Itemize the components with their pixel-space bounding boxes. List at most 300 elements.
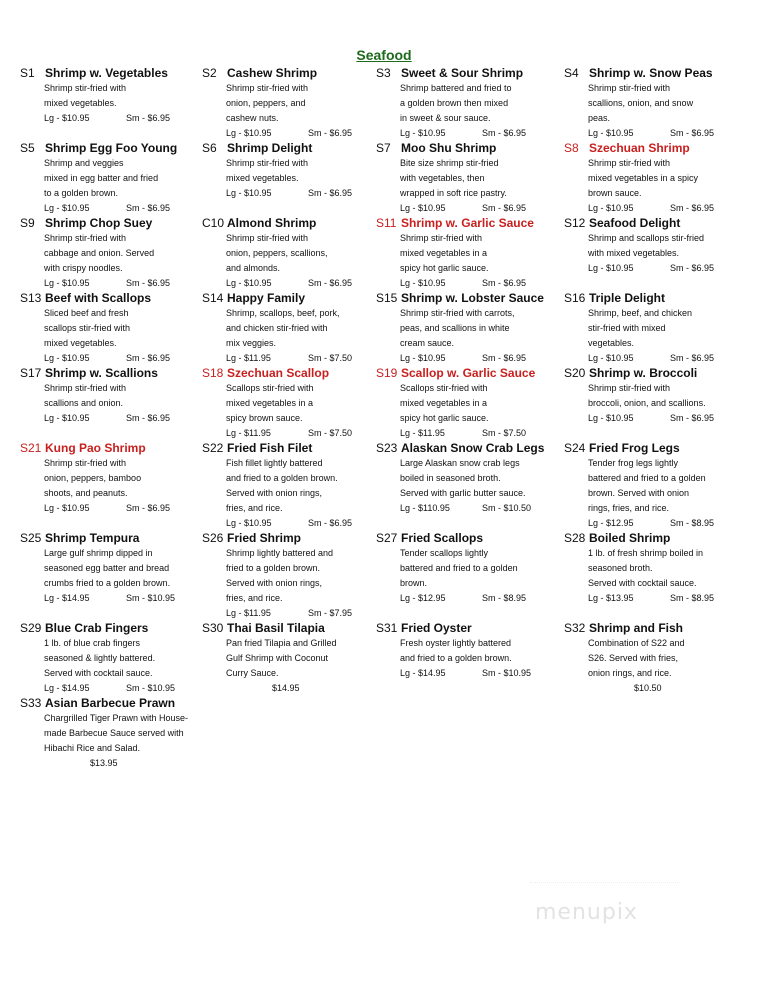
menu-item-code: S18 [202,366,224,380]
menu-item-description: seasoned egg batter and bread [44,563,170,573]
menu-item-heading [202,291,352,306]
menu-item-description: Large Alaskan snow crab legs [400,458,520,468]
menu-item-description: Tender frog legs lightly [588,458,679,468]
menu-item-prices [588,201,714,216]
menu-item-description: Scallops stir-fried with [400,383,488,393]
large-price: Lg - $14.95 [44,683,90,693]
menu-item-heading [202,441,352,456]
menu-item-description: fries, and rice. [226,593,283,603]
menu-item-description: Shrimp lightly battered and [226,548,334,558]
menu-item-heading [20,621,175,636]
small-price: Sm - $6.95 [670,353,715,363]
menu-item-description: Scallops stir-fried with [226,383,314,393]
menu-item-c10 [202,216,352,291]
menu-item-heading [20,441,170,456]
small-price: Sm - $6.95 [126,203,171,213]
menu-item-description: Large gulf shrimp dipped in [44,548,153,558]
menu-item-description: mixed vegetables in a spicy [588,173,699,183]
menu-item-s25 [20,531,175,606]
menu-item-code: S17 [20,366,42,380]
menu-item-description: Shrimp, scallops, beef, pork, [226,308,340,318]
menu-item-description: seasoned broth. [588,563,653,573]
menu-item-description: Shrimp and veggies [44,158,124,168]
menu-item-code: S30 [202,621,224,635]
menu-item-s24 [564,441,714,531]
menu-item-s7 [376,141,526,216]
menu-item-name: Shrimp w. Lobster Sauce [401,291,544,305]
menu-item-prices [226,351,352,366]
menu-item-name: Moo Shu Shrimp [401,141,497,155]
small-price: Sm - $6.95 [308,188,353,198]
menu-item-description: stir-fried with mixed [588,323,666,333]
menu-item-description: rings, fries, and rice. [588,503,670,513]
menu-item-prices [44,681,175,696]
menu-item-description: Sliced beef and fresh [44,308,129,318]
menu-item-description: Fish fillet lightly battered [226,458,323,468]
menu-item-description: made Barbecue Sauce served with [44,728,184,738]
menu-item-description: with mixed vegetables. [588,248,680,258]
menu-item-description: Shrimp and scallops stir-fried [588,233,705,243]
menu-item-code: S9 [20,216,35,230]
menu-item-description: 1 lb. of blue crab fingers [44,638,141,648]
menu-item-s32 [564,621,685,696]
menu-item-name: Shrimp w. Garlic Sauce [401,216,534,230]
large-price: Lg - $14.95 [44,593,90,603]
menu-item-prices [226,606,352,621]
menu-item-heading [20,366,170,381]
menu-item-description: mixed vegetables. [44,338,117,348]
menu-item-heading [564,621,685,636]
menu-item-description: and fried to a golden brown. [400,653,512,663]
menu-item-description: a golden brown then mixed [400,98,509,108]
menu-item-heading [20,141,177,156]
large-price: Lg - $10.95 [588,203,634,213]
menu-item-prices [400,501,544,516]
menu-item-heading [20,531,175,546]
menu-item-description: Served with cocktail sauce. [44,668,153,678]
large-price: Lg - $11.95 [400,428,445,438]
menu-item-prices [226,126,352,141]
menu-item-code: S19 [376,366,398,380]
menu-item-name: Asian Barbecue Prawn [45,696,176,710]
small-price: Sm - $7.50 [482,428,527,438]
large-price: Lg - $10.95 [400,203,446,213]
menu-item-description: with vegetables, then [400,173,485,183]
menu-item-name: Shrimp w. Scallions [45,366,158,380]
large-price: Lg - $10.95 [44,413,90,423]
large-price: Lg - $12.95 [588,518,634,528]
menu-item-name: Szechuan Scallop [227,366,330,380]
menu-item-description: Shrimp stir-fried with [226,233,309,243]
menu-item-description: onion rings, and rice. [588,668,672,678]
menu-item-description: Served with onion rings, [226,578,323,588]
menu-item-heading [376,66,526,81]
small-price: Sm - $7.50 [308,428,353,438]
menu-item-heading [376,216,534,231]
small-price: Sm - $10.95 [126,683,176,693]
menu-item-code: S23 [376,441,398,455]
menu-item-code: S3 [376,66,391,80]
menu-item-description: fries, and rice. [226,503,283,513]
menu-item-s26 [202,531,352,621]
menu-item-description: peas. [588,113,611,123]
menu-item-description: mixed vegetables in a [400,398,488,408]
menu-item-name: Boiled Shrimp [589,531,671,545]
menu-item-s20 [564,366,714,426]
menu-item-description: vegetables. [588,338,635,348]
menu-item-prices [588,351,714,366]
menu-item-prices [44,276,170,291]
small-price: Sm - $6.95 [482,353,527,363]
menu-item-description: Bite size shrimp stir-fried [400,158,499,168]
menu-item-description: onion, peppers, and [226,98,306,108]
menu-item-prices [44,501,170,516]
menu-item-prices [400,666,531,681]
large-price: Lg - $10.95 [588,413,634,423]
menu-item-code: S21 [20,441,42,455]
large-price: Lg - $10.95 [44,203,90,213]
small-price: Sm - $6.95 [308,128,353,138]
menu-item-heading [202,141,352,156]
menu-item-s8 [564,141,714,216]
menu-item-code: S24 [564,441,586,455]
menu-item-prices [44,591,175,606]
large-price: Lg - $110.95 [400,503,450,513]
menu-item-s15 [376,291,544,366]
menu-item-name: Thai Basil Tilapia [227,621,325,635]
menu-item-heading [202,621,337,636]
menu-item-code: S7 [376,141,391,155]
menu-item-description: battered and fried to a golden [588,473,706,483]
large-price: Lg - $10.95 [44,278,90,288]
menu-item-heading [564,141,714,156]
menu-item-description: fried to a golden brown. [226,563,321,573]
large-price: Lg - $10.95 [226,518,272,528]
menu-item-name: Sweet & Sour Shrimp [401,66,524,80]
menu-item-name: Kung Pao Shrimp [45,441,146,455]
menu-item-description: Shrimp stir-fried with [400,233,483,243]
menu-item-heading [376,441,544,456]
menu-item-code: C10 [202,216,225,230]
small-price: Sm - $10.50 [482,503,532,513]
menu-item-prices [400,276,534,291]
menu-item-description: mixed vegetables. [44,98,117,108]
large-price: Lg - $10.95 [588,128,634,138]
menu-item-code: S27 [376,531,398,545]
menu-item-prices [400,201,526,216]
menu-item-description: Shrimp stir-fried with [226,83,309,93]
menu-item-prices [400,351,544,366]
menu-item-code: S1 [20,66,35,80]
menu-item-name: Fried Frog Legs [589,441,680,455]
menu-item-description: Fresh oyster lightly battered [400,638,512,648]
menu-item-price: $10.50 [634,683,662,693]
menu-item-description: brown sauce. [588,188,642,198]
menu-item-description: cashew nuts. [226,113,279,123]
large-price: Lg - $11.95 [226,428,271,438]
menu-item-description: scallions and onion. [44,398,124,408]
menu-item-description: brown. Served with onion [588,488,690,498]
watermark-decoration [530,882,680,889]
small-price: Sm - $6.95 [482,278,527,288]
large-price: Lg - $10.95 [44,503,90,513]
menu-item-code: S20 [564,366,586,380]
menu-item-prices [588,516,714,531]
menu-item-description: S26. Served with fries, [588,653,679,663]
menu-item-code: S16 [564,291,586,305]
menu-item-heading [20,291,170,306]
menu-item-name: Shrimp Tempura [45,531,140,545]
menu-item-description: Shrimp stir-fried with carrots, [400,308,515,318]
menu-item-description: scallions, onion, and snow [588,98,694,108]
small-price: Sm - $7.95 [308,608,353,618]
menu-item-prices [400,126,526,141]
menu-item-s9 [20,216,170,291]
menu-item-heading [202,216,352,231]
menu-item-description: Shrimp, beef, and chicken [588,308,693,318]
menu-item-heading [564,291,714,306]
menu-item-heading [202,531,352,546]
menu-item-price: $14.95 [272,683,300,693]
menu-item-s19 [376,366,535,441]
menu-item-description: mixed vegetables in a [226,398,314,408]
menupix-watermark: menupix [535,900,638,925]
menu-item-description: mixed vegetables. [226,173,299,183]
menu-item-s33 [20,696,188,771]
menu-item-s21 [20,441,170,516]
menu-item-price: $13.95 [90,758,118,768]
menu-item-heading [376,291,544,306]
small-price: Sm - $6.95 [308,278,353,288]
menu-item-description: Shrimp stir-fried with [226,158,309,168]
menu-item-description: onion, peppers, scallions, [226,248,328,258]
menu-item-name: Cashew Shrimp [227,66,318,80]
menu-item-code: S8 [564,141,579,155]
large-price: Lg - $14.95 [400,668,446,678]
menu-item-code: S14 [202,291,224,305]
menu-item-description: spicy brown sauce. [226,413,303,423]
menu-item-name: Almond Shrimp [227,216,317,230]
menu-item-description: seasoned & lightly battered. [44,653,156,663]
menu-item-name: Beef with Scallops [45,291,152,305]
menu-item-description: peas, and scallions in white [400,323,510,333]
menu-item-prices [226,426,352,441]
large-price: Lg - $10.95 [226,278,272,288]
large-price: Lg - $12.95 [400,593,446,603]
menu-item-description: Tender scallops lightly [400,548,489,558]
large-price: Lg - $10.95 [588,353,634,363]
menu-item-description: mixed vegetables in a [400,248,488,258]
menu-item-description: Gulf Shrimp with Coconut [226,653,329,663]
menu-item-description: Shrimp stir-fried with [588,83,671,93]
menu-item-code: S4 [564,66,579,80]
menu-item-code: S32 [564,621,586,635]
menu-item-prices [226,516,352,531]
menu-item-prices [400,426,535,441]
menu-item-code: S11 [376,216,397,230]
menu-item-heading [564,531,714,546]
menu-item-name: Fried Fish Filet [227,441,313,455]
large-price: Lg - $10.95 [44,353,90,363]
menu-item-name: Shrimp Delight [227,141,313,155]
large-price: Lg - $10.95 [400,353,446,363]
menu-item-s28 [564,531,714,606]
menu-item-prices [44,111,170,126]
small-price: Sm - $6.95 [670,203,715,213]
menu-item-s11 [376,216,534,291]
menu-item-s23 [376,441,544,516]
menu-item-code: S22 [202,441,224,455]
menu-item-description: spicy hot garlic sauce. [400,413,489,423]
small-price: Sm - $6.95 [670,263,715,273]
menu-item-s13 [20,291,170,366]
menu-item-description: with crispy noodles. [44,263,123,273]
menu-item-code: S31 [376,621,398,635]
menu-item-s30 [202,621,337,696]
menu-item-code: S12 [564,216,586,230]
menu-item-name: Scallop w. Garlic Sauce [401,366,536,380]
menu-item-description: Shrimp battered and fried to [400,83,512,93]
menu-item-description: broccoli, onion, and scallions. [588,398,706,408]
menu-item-name: Shrimp w. Vegetables [45,66,168,80]
menu-item-description: onion, peppers, bamboo [44,473,142,483]
menu-item-description: Shrimp stir-fried with [44,83,127,93]
small-price: Sm - $6.95 [670,413,715,423]
menu-item-name: Shrimp and Fish [589,621,684,635]
menu-item-description: brown. [400,578,428,588]
menu-item-s5 [20,141,177,216]
small-price: Sm - $6.95 [126,353,171,363]
menu-item-s18 [202,366,352,441]
menu-item-name: Happy Family [227,291,306,305]
large-price: Lg - $13.95 [588,593,634,603]
menu-item-name: Shrimp w. Snow Peas [589,66,713,80]
menu-item-code: S5 [20,141,35,155]
menu-item-name: Triple Delight [589,291,666,305]
large-price: Lg - $10.95 [226,128,272,138]
menu-item-description: Shrimp stir-fried with [44,233,127,243]
menu-item-description: Shrimp stir-fried with [44,383,127,393]
menu-item-description: cream sauce. [400,338,455,348]
menu-item-description: in sweet & sour sauce. [400,113,491,123]
menu-item-description: Served with garlic butter sauce. [400,488,526,498]
menu-item-s31 [376,621,531,681]
small-price: Sm - $10.95 [126,593,176,603]
small-price: Sm - $6.95 [482,203,527,213]
menu-item-name: Fried Scallops [401,531,484,545]
menu-item-description: Chargrilled Tiger Prawn with House- [44,713,189,723]
small-price: Sm - $7.50 [308,353,353,363]
small-price: Sm - $6.95 [670,128,715,138]
menu-item-name: Seafood Delight [589,216,681,230]
menu-item-heading [20,696,188,711]
menu-item-name: Shrimp Chop Suey [45,216,153,230]
small-price: Sm - $6.95 [308,518,353,528]
menu-item-heading [564,366,714,381]
menu-item-heading [376,621,531,636]
menu-item-name: Blue Crab Fingers [45,621,149,635]
small-price: Sm - $6.95 [126,113,171,123]
menu-item-description: Curry Sauce. [226,668,279,678]
menu-section-title: Seafood [356,47,412,63]
menu-item-name: Fried Oyster [401,621,472,635]
menu-item-s16 [564,291,714,366]
small-price: Sm - $8.95 [670,593,715,603]
small-price: Sm - $10.95 [482,668,532,678]
menu-item-description: and chicken stir-fried with [226,323,328,333]
menu-item-name: Shrimp Egg Foo Young [45,141,178,155]
small-price: Sm - $6.95 [482,128,527,138]
menu-item-heading [20,66,170,81]
menu-item-name: Shrimp w. Broccoli [589,366,698,380]
large-price: Lg - $11.95 [226,608,271,618]
menu-item-s27 [376,531,526,606]
menu-item-heading [564,216,714,231]
menu-item-description: wrapped in soft rice pastry. [400,188,507,198]
menu-item-description: Pan fried Tilapia and Grilled [226,638,337,648]
menu-item-s17 [20,366,170,426]
menu-item-heading [564,441,714,456]
menu-item-description: Shrimp stir-fried with [588,158,671,168]
menu-item-prices [226,186,352,201]
menu-item-prices [44,411,170,426]
menu-item-code: S25 [20,531,42,545]
large-price: Lg - $10.95 [588,263,634,273]
menu-item-s3 [376,66,526,141]
menu-item-name: Szechuan Shrimp [589,141,690,155]
menu-item-prices [400,591,526,606]
menu-item-name: Fried Shrimp [227,531,302,545]
menu-item-prices [588,126,714,141]
small-price: Sm - $6.95 [126,503,171,513]
menu-item-heading [376,141,526,156]
menu-item-description: boiled in seasoned broth. [400,473,501,483]
small-price: Sm - $6.95 [126,278,171,288]
small-price: Sm - $6.95 [126,413,171,423]
menu-item-name: Alaskan Snow Crab Legs [401,441,545,455]
menu-item-description: to a golden brown. [44,188,119,198]
menu-item-s29 [20,621,175,696]
menu-item-code: S26 [202,531,224,545]
menu-item-s14 [202,291,352,366]
menu-item-description: crumbs fried to a golden brown. [44,578,171,588]
large-price: Lg - $11.95 [226,353,271,363]
large-price: Lg - $10.95 [44,113,90,123]
menu-item-code: S2 [202,66,217,80]
menu-item-code: S15 [376,291,398,305]
menu-item-prices [44,201,177,216]
menu-item-s2 [202,66,352,141]
menu-item-description: mix veggies. [226,338,277,348]
menu-item-description: scallops stir-fried with [44,323,131,333]
menu-item-s12 [564,216,714,276]
menu-item-prices [588,591,714,606]
large-price: Lg - $10.95 [400,128,446,138]
menu-item-description: Hibachi Rice and Salad. [44,743,141,753]
menu-item-code: S13 [20,291,42,305]
large-price: Lg - $10.95 [400,278,446,288]
menu-item-code: S29 [20,621,42,635]
large-price: Lg - $10.95 [226,188,272,198]
menu-item-description: battered and fried to a golden [400,563,518,573]
menu-item-description: Served with cocktail sauce. [588,578,697,588]
menu-item-description: Combination of S22 and [588,638,685,648]
menu-item-description: Shrimp stir-fried with [588,383,671,393]
menu-item-s4 [564,66,714,141]
menu-item-code: S28 [564,531,586,545]
menu-item-description: and fried to a golden brown. [226,473,338,483]
menu-item-heading [376,531,526,546]
